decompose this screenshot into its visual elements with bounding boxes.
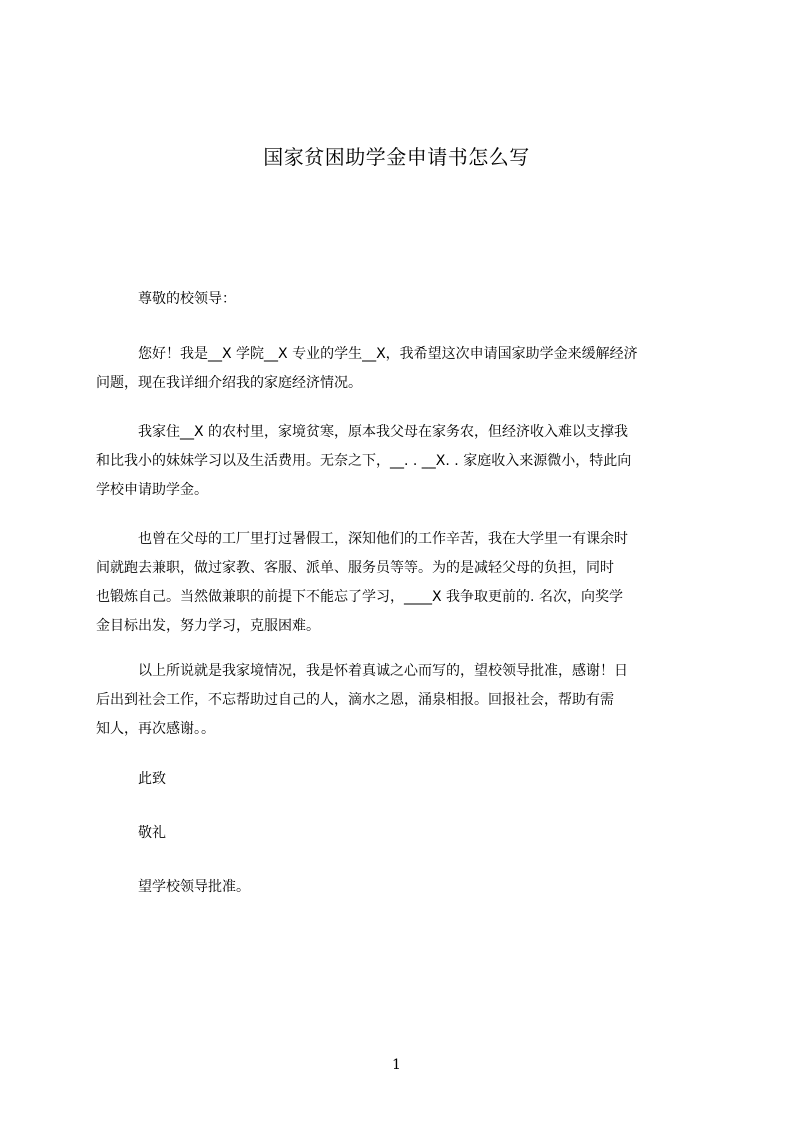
paragraph-4-line-2: 后出到社会工作，不忘帮助过自己的人，滴水之恩，涌泉相报。回报社会，帮助有需: [96, 692, 614, 708]
paragraph-4-line-1: 以上所说就是我家境情况，我是怀着真诚之心而写的，望校领导批准，感谢！日: [138, 663, 628, 679]
paragraph-3-line-4: 金目标出发，努力学习，克服困难。: [96, 618, 320, 634]
paragraph-2-line-3: 学校申请助学金。: [96, 482, 208, 498]
paragraph-3-line-1: 也曾在父母的工厂里打过暑假工，深知他们的工作辛苦，我在大学里一有课余时: [138, 531, 628, 547]
paragraph-1-line-1: 您好！我是__X 学院__X 专业的学生__X，我希望这次申请国家助学金来缓解经济: [138, 346, 638, 362]
paragraph-1: [96, 340, 700, 398]
salutation: 尊敬的校领导：: [138, 291, 236, 307]
paragraph-3: [96, 525, 700, 641]
paragraph-2-line-2: 和比我小的妹妹学习以及生活费用。无奈之下，__. . __X. . 家庭收入来源微小，特此向: [96, 453, 632, 469]
paragraph-2: [96, 418, 700, 505]
paragraph-3-line-2: 间就跑去兼职，做过家教、客服、派单、服务员等等。为的是减轻父母的负担，同时: [96, 560, 614, 576]
page-number: 1: [392, 1057, 401, 1073]
paragraph-4: [96, 657, 700, 744]
closing-regards: 此致: [138, 771, 166, 787]
paragraph-4-line-3: 知人，再次感谢。。: [96, 721, 215, 737]
paragraph-1-line-2: 问题，现在我详细介绍我的家庭经济情况。: [96, 375, 362, 391]
paragraph-3-line-3: 也锻炼自己。当然做兼职的前提下不能忘了学习，____X 我争取更前的. 名次，向奖学: [96, 589, 623, 605]
closing-salute: 敬礼: [138, 825, 166, 841]
document-title: 国家贫困助学金申请书怎么写: [263, 145, 530, 169]
closing-request: 望学校领导批准。: [138, 879, 250, 895]
paragraph-2-line-1: 我家住__X 的农村里，家境贫寒，原本我父母在家务农，但经济收入难以支撑我: [138, 424, 629, 440]
